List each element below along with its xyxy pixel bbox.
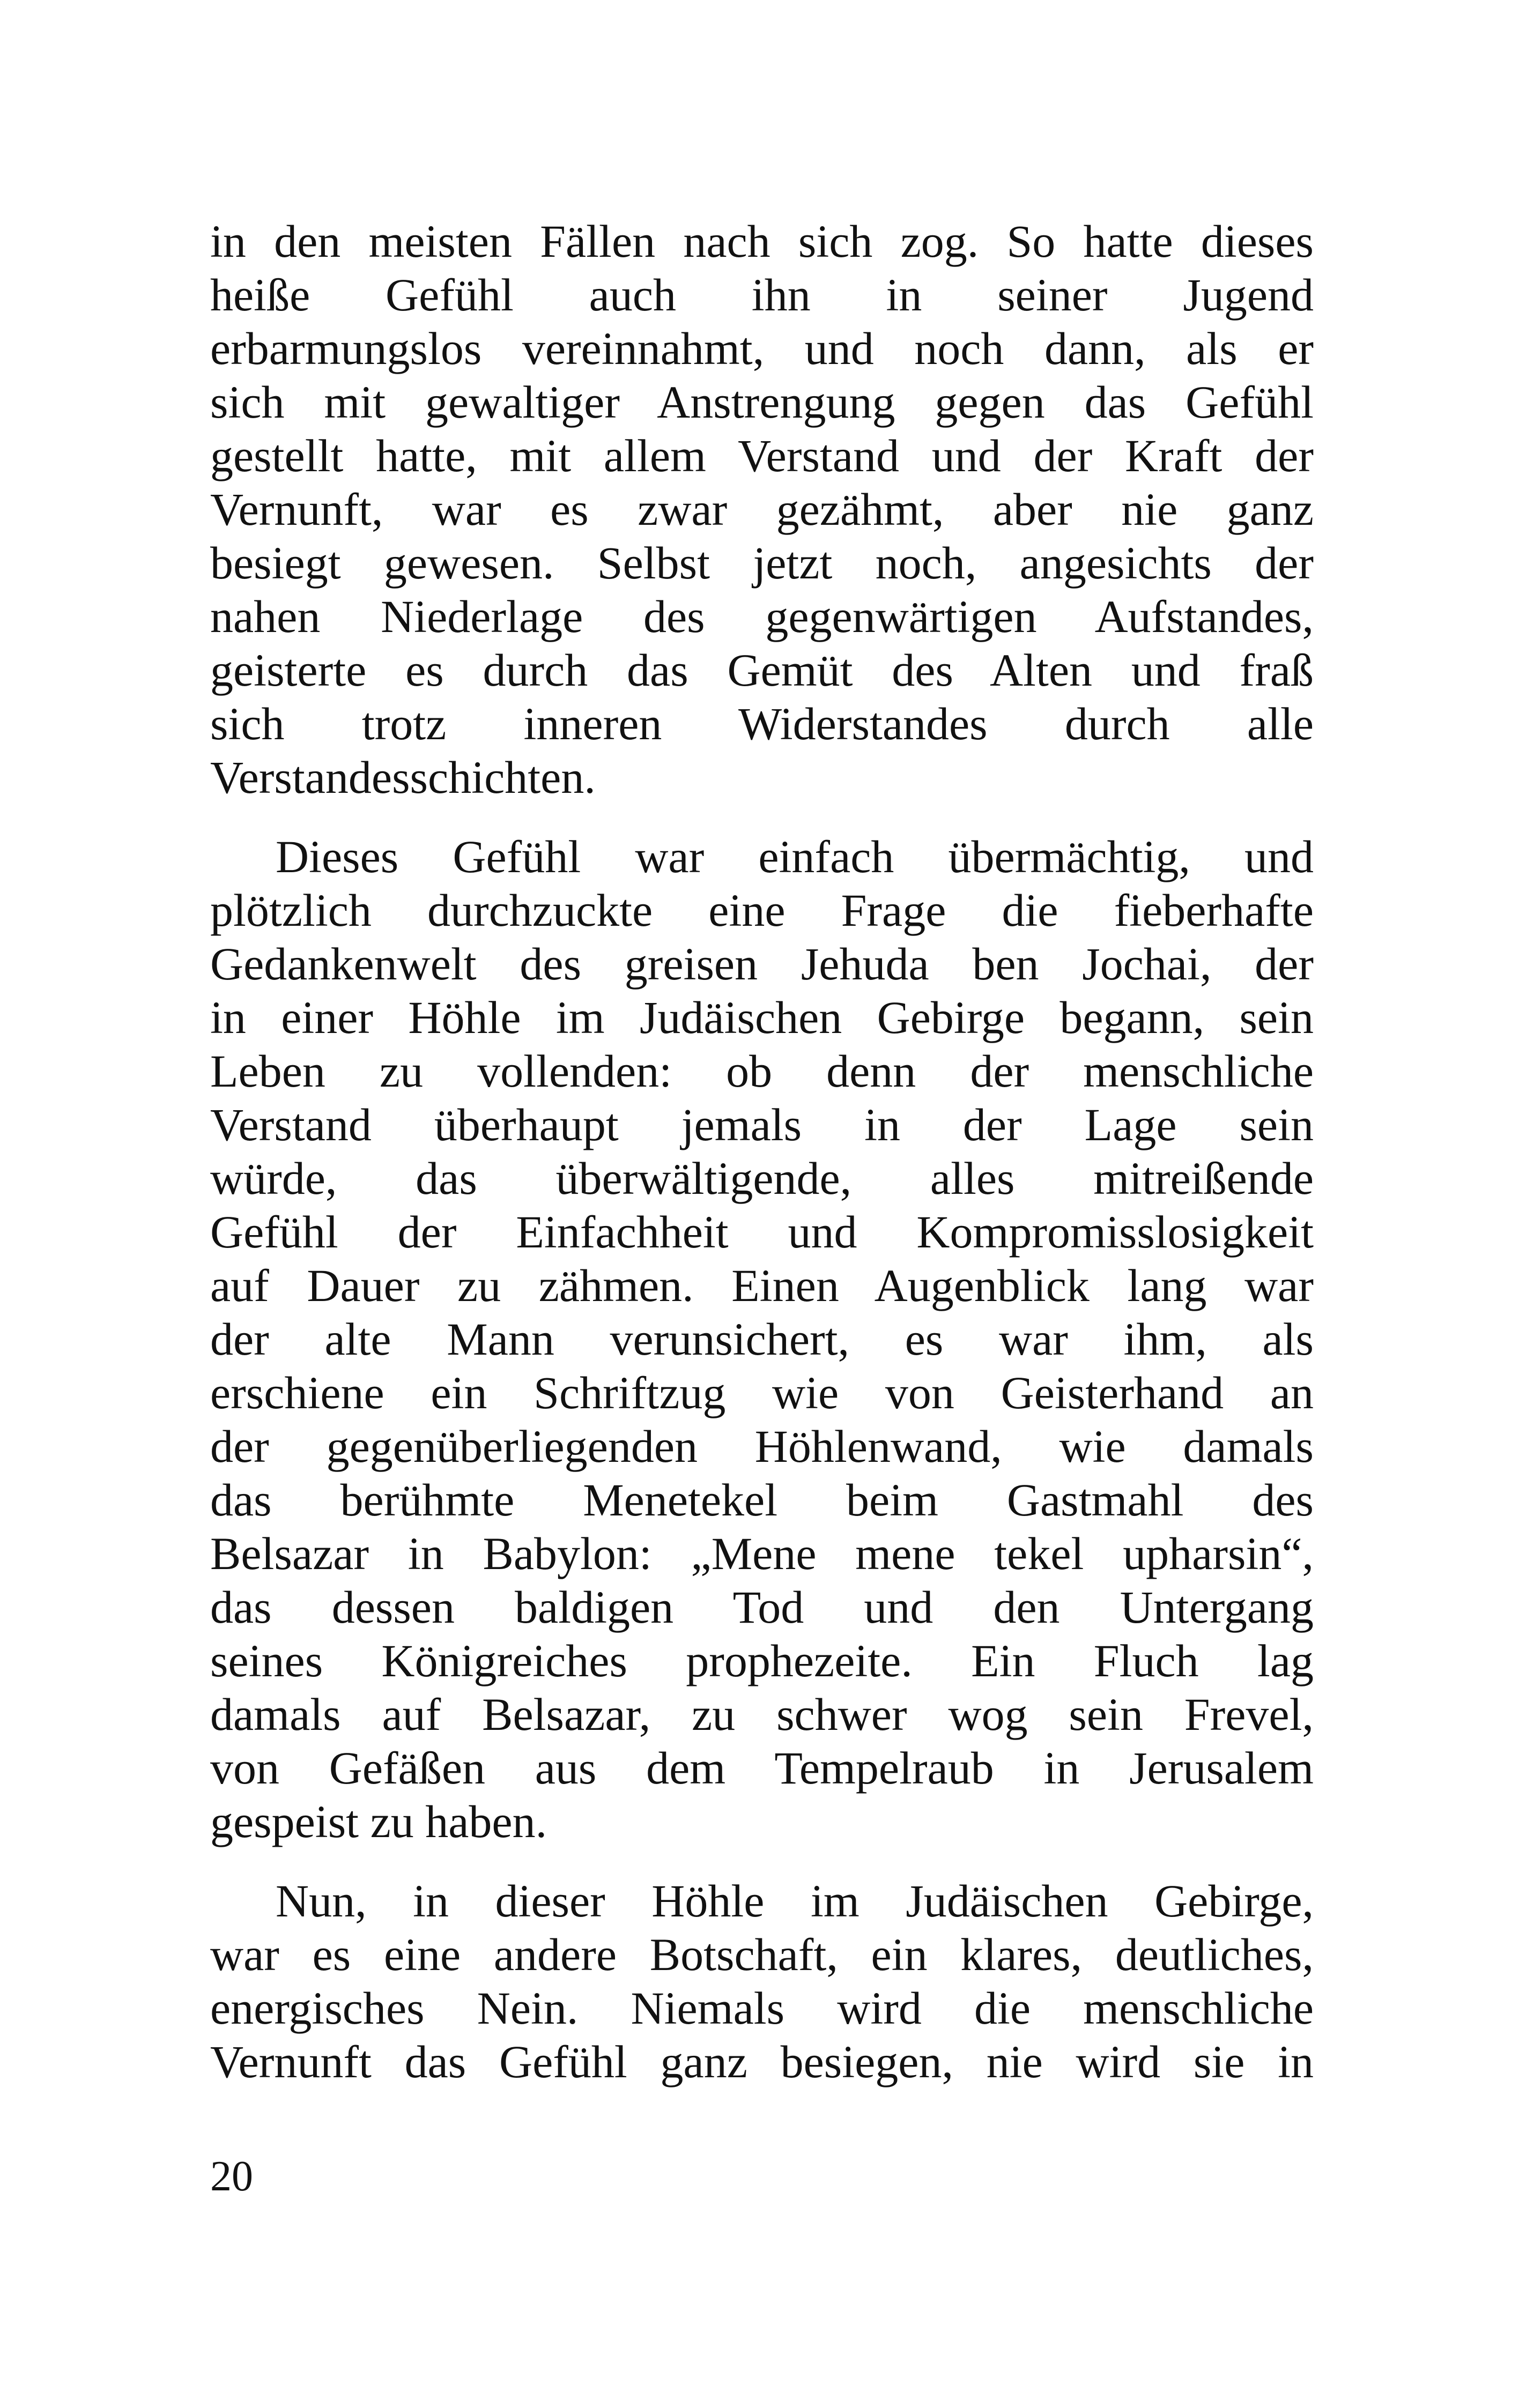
text-line: würde, das überwältigende, alles mitreißende [210, 1153, 1314, 1204]
paragraph-3 [210, 1874, 1314, 2089]
text-line: seines Königreiches prophezeite. Ein Fluch lag [210, 1635, 1314, 1686]
text-line: geisterte es durch das Gemüt des Alten und fraß [210, 644, 1314, 696]
text-line: in einer Höhle im Judäischen Gebirge begann, sein [210, 992, 1314, 1043]
text-line: das berühmte Menetekel beim Gastmahl des [210, 1474, 1314, 1526]
text-line: Verstandesschichten. [210, 752, 596, 803]
text-line: nahen Niederlage des gegenwärtigen Aufstandes, [210, 591, 1314, 642]
text-line: auf Dauer zu zähmen. Einen Augenblick lang war [210, 1260, 1314, 1311]
text-line: Verstand überhaupt jemals in der Lage sein [210, 1099, 1314, 1150]
text-line: heiße Gefühl auch ihn in seiner Jugend [210, 269, 1314, 321]
paragraph-2 [210, 830, 1314, 1848]
text-line: besiegt gewesen. Selbst jetzt noch, angesichts der [210, 537, 1314, 589]
page-number: 20 [210, 2153, 253, 2200]
text-line: Leben zu vollenden: ob denn der menschliche [210, 1045, 1314, 1097]
text-line: Vernunft das Gefühl ganz besiegen, nie wird sie in [210, 2036, 1314, 2087]
text-line: Nun, in dieser Höhle im Judäischen Gebirge, [276, 1875, 1314, 1927]
text-line: in den meisten Fällen nach sich zog. So hatte dieses [210, 215, 1314, 267]
text-line: Gefühl der Einfachheit und Kompromisslosigkeit [210, 1206, 1314, 1258]
text-line: Dieses Gefühl war einfach übermächtig, und [276, 831, 1314, 882]
text-line: war es eine andere Botschaft, ein klares, deutliches, [210, 1929, 1314, 1980]
text-line: gestellt hatte, mit allem Verstand und der Kraft der [210, 430, 1314, 481]
text-line: das dessen baldigen Tod und den Untergang [210, 1581, 1314, 1633]
text-line: damals auf Belsazar, zu schwer wog sein Frevel, [210, 1689, 1314, 1740]
text-line: der gegenüberliegenden Höhlenwand, wie damals [210, 1421, 1314, 1472]
text-line: gespeist zu haben. [210, 1796, 547, 1847]
text-line: von Gefäßen aus dem Tempelraub in Jerusalem [210, 1742, 1314, 1794]
body-text [210, 214, 1314, 2089]
text-line: sich mit gewaltiger Anstrengung gegen das Gefühl [210, 376, 1314, 428]
text-line: energisches Nein. Niemals wird die menschliche [210, 1982, 1314, 2034]
text-line: Vernunft, war es zwar gezähmt, aber nie ganz [210, 484, 1314, 535]
text-line: plötzlich durchzuckte eine Frage die fieberhafte [210, 885, 1314, 936]
paragraph-1 [210, 214, 1314, 804]
text-line: der alte Mann verunsichert, es war ihm, als [210, 1313, 1314, 1365]
text-line: sich trotz inneren Widerstandes durch alle [210, 698, 1314, 749]
text-line: erbarmungslos vereinnahmt, und noch dann, als er [210, 323, 1314, 374]
text-line: Gedankenwelt des greisen Jehuda ben Jochai, der [210, 938, 1314, 990]
text-line: erschiene ein Schriftzug wie von Geisterhand an [210, 1367, 1314, 1418]
text-line: Belsazar in Babylon: „Mene mene tekel upharsin“, [210, 1528, 1314, 1579]
